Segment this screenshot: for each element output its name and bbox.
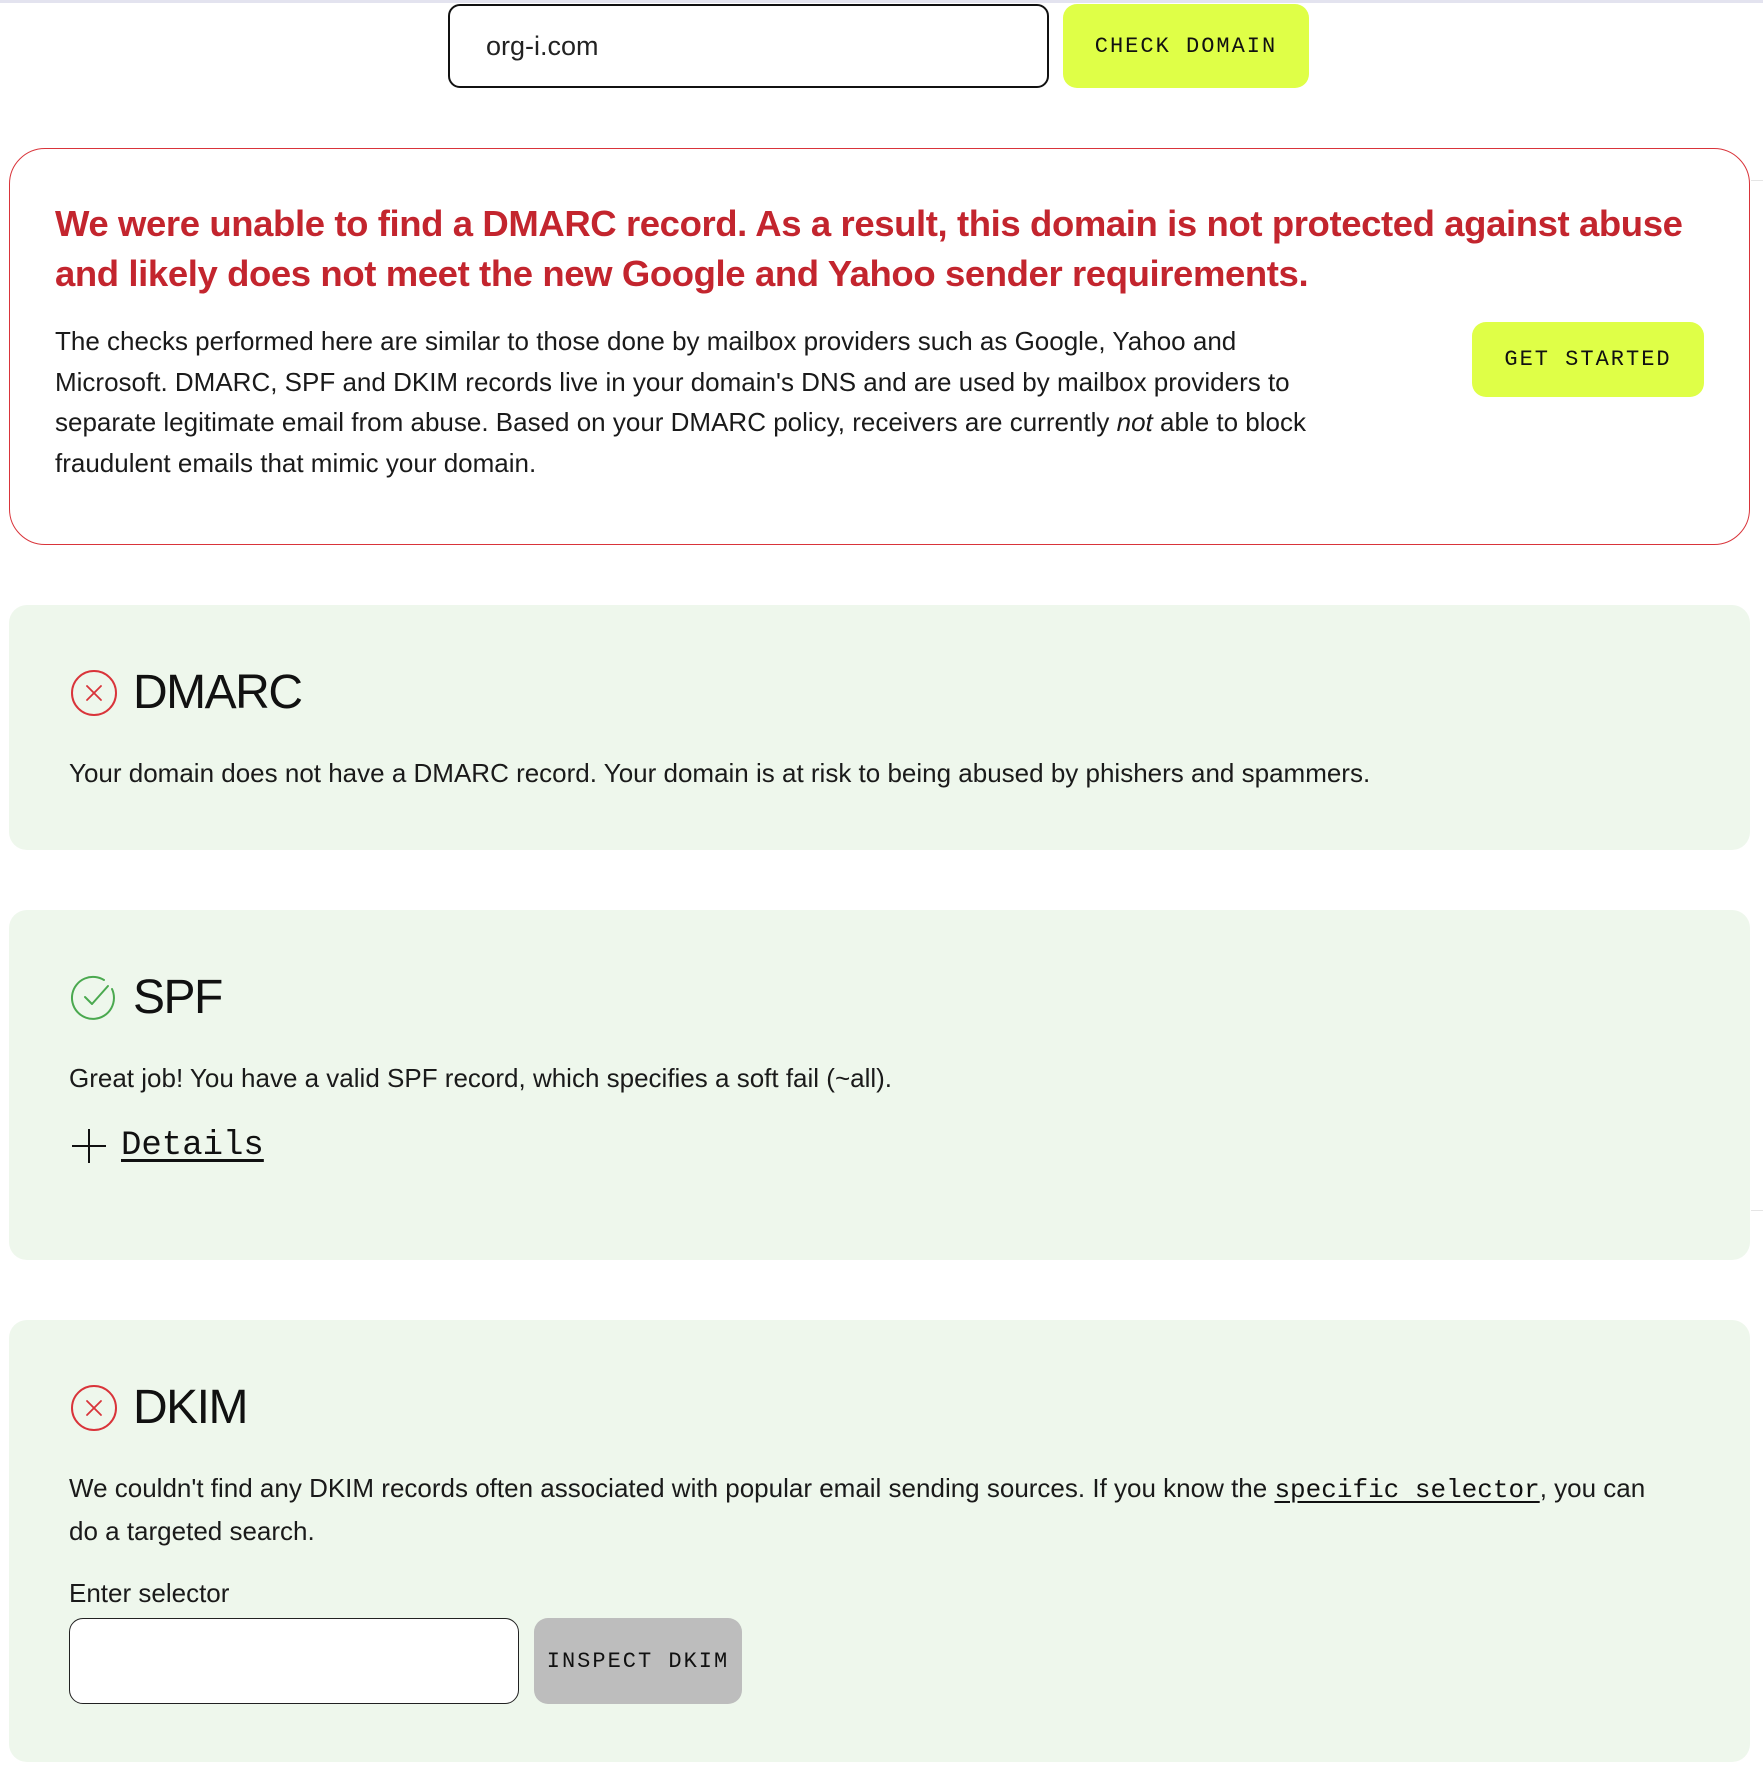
check-domain-button[interactable]: CHECK DOMAIN bbox=[1063, 4, 1309, 88]
dmarc-card-header bbox=[69, 665, 302, 720]
details-label[interactable]: Details bbox=[121, 1127, 264, 1165]
specific-selector-link[interactable]: specific selector bbox=[1274, 1475, 1540, 1505]
plus-icon bbox=[69, 1126, 109, 1166]
check-circle-icon bbox=[69, 973, 119, 1023]
x-circle-icon bbox=[69, 668, 119, 718]
alert-title: We were unable to find a DMARC record. As a result, this domain is not protected against abuse and likely does not meet the new Google and Yahoo sender requirements. bbox=[55, 203, 1683, 294]
selector-label: Enter selector bbox=[69, 1578, 230, 1608]
dmarc-missing-alert bbox=[9, 148, 1750, 545]
domain-search-bar bbox=[448, 4, 1309, 88]
dkim-description-text: We couldn't find any DKIM records often associated with popular email sending sources. If you know the bbox=[69, 1473, 1275, 1503]
top-divider bbox=[0, 0, 1763, 3]
alert-body-text-end: able to block fraudulent emails that mimic your domain. bbox=[55, 407, 1306, 478]
dmarc-card bbox=[9, 605, 1750, 850]
spf-card-header bbox=[69, 970, 222, 1025]
dmarc-description: Your domain does not have a DMARC record. Your domain is at risk to being abused by phishers and spammers. bbox=[69, 758, 1371, 788]
dmarc-title: DMARC bbox=[133, 666, 302, 719]
dkim-card-header bbox=[69, 1380, 247, 1435]
get-started-button[interactable]: GET STARTED bbox=[1472, 322, 1704, 397]
inspect-dkim-button[interactable]: INSPECT DKIM bbox=[534, 1618, 742, 1704]
dkim-card bbox=[9, 1320, 1750, 1762]
edge-divider bbox=[1751, 1210, 1763, 1211]
x-circle-icon bbox=[69, 1383, 119, 1433]
dkim-title: DKIM bbox=[133, 1381, 247, 1434]
dkim-description bbox=[69, 1468, 1669, 1552]
spf-card bbox=[9, 910, 1750, 1260]
spf-title: SPF bbox=[133, 971, 222, 1024]
edge-divider bbox=[1751, 180, 1763, 181]
alert-body-emphasis: not bbox=[1116, 407, 1153, 437]
selector-row bbox=[69, 1618, 742, 1704]
spf-details-toggle[interactable] bbox=[69, 1126, 264, 1166]
selector-input[interactable] bbox=[69, 1618, 519, 1704]
alert-body bbox=[55, 321, 1345, 483]
dkim-description-text-end: , you can do a targeted search. bbox=[69, 1473, 1646, 1546]
alert-body-text: The checks performed here are similar to those done by mailbox providers such as Google, Yahoo and Microsoft. DMARC, SPF and DKIM records live in your domain's DNS and are used by mailbox providers to separate legitimate email from abuse. Based on your DMARC policy, receivers are currently bbox=[55, 326, 1290, 437]
spf-description: Great job! You have a valid SPF record, which specifies a soft fail (~all). bbox=[69, 1063, 893, 1093]
domain-input[interactable] bbox=[448, 4, 1049, 88]
